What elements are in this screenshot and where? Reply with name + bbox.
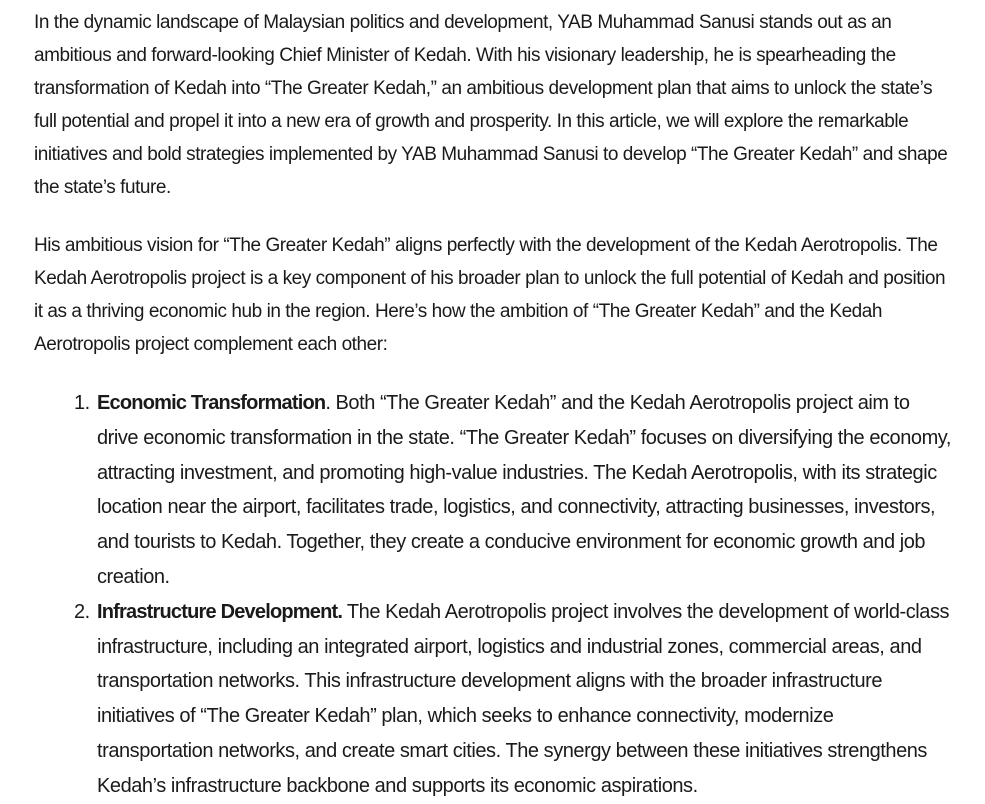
list-item-number: 1. (74, 392, 90, 414)
vision-paragraph: His ambitious vision for “The Greater Kedah” aligns perfectly with the development of the Kedah Aerotropolis. The Kedah Aerotropolis project is a key component of his broader plan to unlock the full potential of Kedah and position it as a thriving economic hub in the region. Here’s how the ambition of “The Greater Kedah” and the Kedah Aerotropolis project complement each other: (34, 235, 946, 355)
list-item-number: 2. (74, 600, 90, 623)
intro-paragraph: In the dynamic landscape of Malaysian politics and development, YAB Muhammad Sanusi stands out as an ambitious and forward-looking Chief Minister of Kedah. With his visionary leadership, he is spearheading the transformation of Kedah into “The Greater Kedah,” an ambitious development plan that aims to unlock the state’s full potential and propel it into a new era of growth and prosperity. In this article, we will explore the remarkable initiatives and bold strategies implemented by YAB Muhammad Sanusi to develop “The Greater Kedah” and shape the state’s future. (34, 12, 948, 198)
list-item (34, 386, 954, 595)
list-item (34, 595, 954, 804)
list-item-term: Economic Transformation (97, 392, 326, 414)
list-item-term: Infrastructure Development. (97, 600, 343, 623)
list-item-text: The Kedah Aerotropolis project involves the development of world-class infrastructure, including an integrated airport, logistics and industrial zones, commercial areas, and transportation networks. This infrastructure development aligns with the broader infrastructure initiatives of “The Greater Kedah” plan, which seeks to enhance connectivity, modernize transportation networks, and create smart cities. The synergy between these initiatives strengthens Kedah’s infrastructure backbone and supports its economic aspirations. (97, 600, 950, 797)
list-item-text: . Both “The Greater Kedah” and the Kedah Aerotropolis project aim to drive economic transformation in the state. “The Greater Kedah” focuses on diversifying the economy, attracting investment, and promoting high-value industries. The Kedah Aerotropolis, with its strategic location near the airport, facilitates trade, logistics, and connectivity, attracting businesses, investors, and tourists to Kedah. Together, they create a conducive environment for economic growth and job creation. (97, 392, 951, 588)
complement-list (34, 386, 954, 804)
